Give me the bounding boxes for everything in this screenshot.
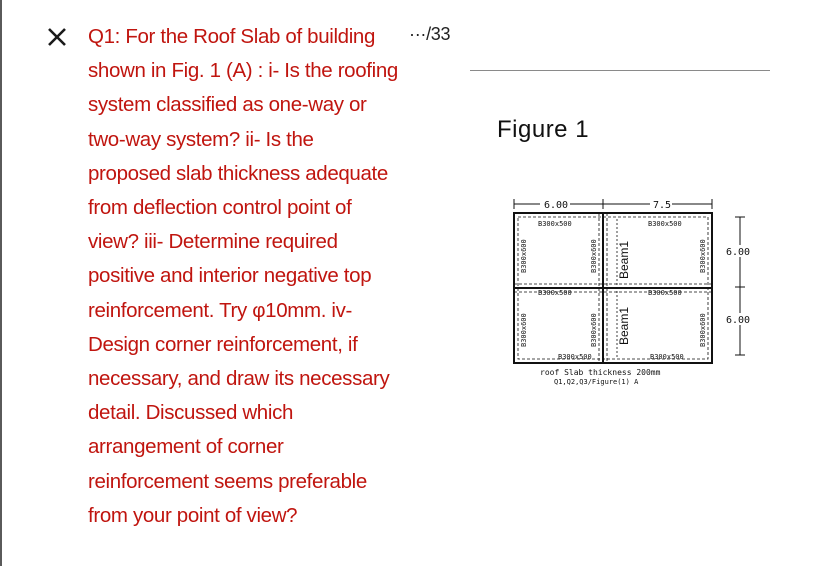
beam-label: B300x500	[650, 353, 684, 361]
beam-label: B300x500	[538, 289, 572, 297]
beam-label: B300x600	[520, 239, 528, 273]
beam-label: B300x600	[699, 239, 707, 273]
slab-grid	[514, 213, 712, 363]
dim-right-span: 7.5	[653, 200, 672, 211]
question-line: reinforcement seems preferable	[88, 469, 367, 493]
right-dimension	[724, 217, 754, 355]
points-label: ···/33	[409, 24, 451, 44]
question-text	[88, 20, 418, 533]
figure-title: Figure 1	[497, 116, 590, 143]
roof-slab-figure	[500, 185, 760, 405]
question-line: positive and interior negative top	[88, 264, 372, 288]
dim-left-span: 6.00	[544, 200, 569, 211]
question-line: necessary, and draw its necessary	[88, 367, 390, 391]
figure-caption-line: roof Slab thickness 200mm	[540, 368, 661, 377]
question-line: shown in Fig. 1 (A) : i- Is the roofing	[88, 59, 398, 83]
beam-label: B300x500	[558, 353, 592, 361]
beam-label: B300x600	[699, 313, 707, 347]
beam-label: B300x500	[648, 220, 682, 228]
beam-label: B300x600	[520, 313, 528, 347]
divider	[470, 70, 770, 71]
question-line: Q1: For the Roof Slab of building	[88, 25, 376, 48]
beam-label: B300x600	[590, 313, 598, 347]
question-line: from deflection control point of	[88, 196, 352, 220]
beam1-label: Beam1	[617, 306, 631, 345]
close-icon[interactable]	[46, 26, 68, 48]
figure-caption-line: Q1,Q2,Q3/Figure(1) A	[554, 378, 639, 386]
question-line: view? iii- Determine required	[88, 230, 338, 254]
beam-label: B300x500	[648, 289, 682, 297]
question-line: two-way system? ii- Is the	[88, 127, 314, 151]
dim-bottom-bay: 6.00	[726, 315, 751, 326]
dim-top-bay: 6.00	[726, 247, 751, 258]
question-line: arrangement of corner	[88, 435, 284, 459]
question-line: from your point of view?	[88, 503, 298, 527]
question-line: detail. Discussed which	[88, 401, 294, 425]
top-dimension	[514, 198, 712, 211]
beam-label: B300x500	[538, 220, 572, 228]
question-line: system classified as one-way or	[88, 93, 367, 117]
question-line: Design corner reinforcement, if	[88, 332, 358, 356]
window-left-border	[0, 0, 2, 566]
beam-label: B300x600	[590, 239, 598, 273]
question-line: proposed slab thickness adequate	[88, 161, 388, 185]
beam1-label: Beam1	[617, 240, 631, 279]
question-line: reinforcement. Try φ10mm. iv-	[88, 298, 353, 322]
